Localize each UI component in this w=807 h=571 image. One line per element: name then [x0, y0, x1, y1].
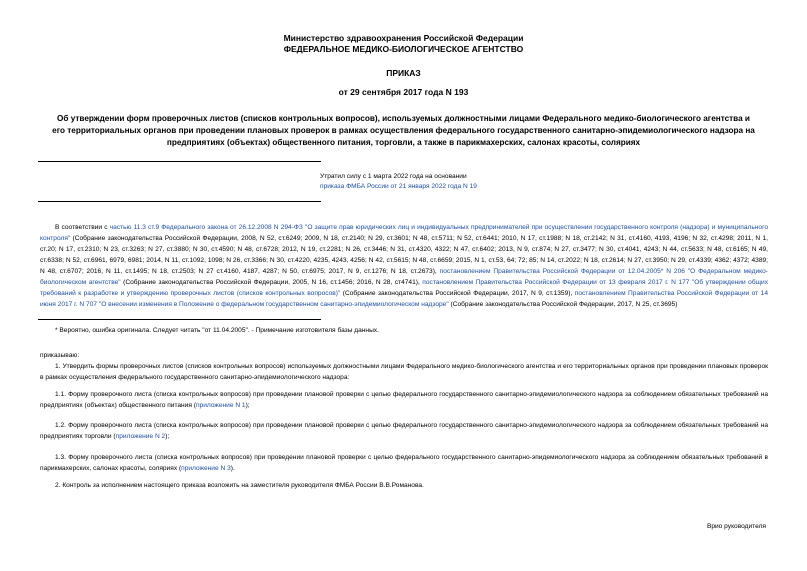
appendix-3-link[interactable]: приложение N 3	[181, 465, 231, 472]
item-1-3	[40, 452, 768, 474]
separator-line	[38, 201, 321, 202]
decree-206-link[interactable]: постановлением Правительства Российской Федерации от 12.04.2005* N 206 "О Федеральном медико-биологическом агентстве"	[40, 268, 768, 286]
item-1-3-end: ).	[230, 465, 235, 472]
appendix-2-link[interactable]: приложение N 2	[115, 433, 166, 440]
item-1-3-text: 1.3. Форму проверочного листа (списка контрольных вопросов) при проведении плановой проверки с целью федерального государственного санитарно-эпидемиологического надзора за соблюдением обязательных требований в парикмахерских, салонах красоты, соляриях (	[40, 454, 768, 472]
decree-177-link[interactable]: постановлением Правительства Российской Федерации от 13 февраля 2017 г. N 177 "Об утверждении общих требований к разработке и утверждению проверочных листов (списков контрольных вопросов)"	[40, 279, 769, 297]
appendix-1-link[interactable]: приложение N 1	[195, 402, 246, 409]
document-title: Об утверждении форм проверочных листов (списков контрольных вопросов), используемых должностными лицами Федерального медико-биологического агентства и его территориальных органов при проведении плановых проверок в рамках осуществления федерального государственного санитарно-эпидемиологического надзора на предприятиях (объектах) общественного питания, торговли, а также в парикмахерских, салонах красоты, соляриях	[52, 114, 755, 147]
law-link[interactable]: частью 11.3 ст.9 Федерального закона от 26.12.2008 N 294-ФЗ "О защите прав юридических лиц и индивидуальных предпринимателей при осуществлении государственного контроля (надзора) и муниципального контроля"	[40, 224, 768, 242]
item-1-2-end: );	[165, 433, 170, 440]
lost-force-note	[320, 172, 530, 192]
preamble-paragraph	[40, 222, 768, 310]
item-2: 2. Контроль за исполнением настоящего приказа возложить на заместителя руководителя ФМБА России В.В.Романова.	[55, 482, 424, 489]
item-1-1-text: 1.1. Форму проверочного листа (списка контрольных вопросов) при проведении плановой проверки с целью федерального государственного санитарно-эпидемиологического надзора за соблюдением обязательных требований на предприятиях (объектах) общественного питания (	[40, 391, 768, 409]
item-1-2-text: 1.2. Форму проверочного листа (списка контрольных вопросов) при проведении плановой проверки с целью федерального государственного санитарно-эпидемиологического надзора за соблюдением обязательных требований на предприятиях торговли (	[40, 422, 768, 440]
ministry-name: Министерство здравоохранения Российской Федерации	[283, 33, 524, 43]
preamble-text: В соответствии с	[55, 224, 110, 231]
decree-707-link[interactable]: постановлением Правительства Российской Федерации от 14 июня 2017 г. N 707 "О внесении изменения в Положение о федеральном государственном санитарно-эпидемиологическом надзоре"	[40, 290, 769, 308]
document-type: ПРИКАЗ	[386, 68, 421, 78]
item-1-2	[40, 420, 768, 442]
lost-force-link[interactable]: приказа ФМБА России от 21 января 2022 года N 19	[320, 183, 477, 190]
agency-name: ФЕДЕРАЛЬНОЕ МЕДИКО-БИОЛОГИЧЕСКОЕ АГЕНТСТВО	[283, 44, 524, 54]
document-date: от 29 сентября 2017 года N 193	[338, 87, 469, 97]
preamble-text: (Собрание законодательства Российской Федерации, 2008, N 52, ст.6249; 2009, N 18, ст.2140; N 29, ст.3601; N 48, ст.5711; N 52, ст.6441; 2010, N 17, ст.1988; N 18, ст.2142; N 31, ст.4160, 4193, 4196; N 32, ст.4298; 2011, N 1, ст.20; N 17, ст.2310; N 23, ст.3263; N 27, ст.3880; N 30, ст.4590; N 48, ст.6728; 2012, N 19, ст.2281; N 26, ст.3446; N 31, ст.4320, 4322; N 47, ст.6402; 2013, N 9, ст.874; N 27, ст.3477; N 30, ст.4041, 4243; N 44, ст.5633; N 48, ст.6165; N 49, ст.6338; N 52, ст.6961, 6979, 6981; 2014, N 11, ст.1092, 1098; N 26, ст.3366; N 30, ст.4220, 4235, 4243, 4256; N 42, ст.5615; N 48, ст.6659; 2015, N 1, ст.53, 64; 72; 85; N 14, ст.2022; N 18, ст.2614; N 27, ст.3950; N 29, ст.4339; 4362; 4372; 4389; N 48, ст.6707; 2016, N 11, ст.1495; N 18, ст.2503; N 27 ст.4160, 4187, 4287; N 50, ст.6975; 2017, N 9, ст.1276; N 18, ст.2673),	[40, 235, 768, 275]
preamble-text: (Собрание законодательства Российской Федерации, 2017, N 25, ст.3695)	[448, 301, 678, 308]
footnote-separator	[38, 319, 321, 320]
signature-title: Врио руководителя	[706, 523, 766, 530]
preamble-text: (Собрание законодательства Российской Федерации, 2005, N 16, ст.1456; 2016, N 28, ст4741),	[120, 279, 423, 286]
item-1-1	[40, 389, 768, 411]
item-1-1-end: );	[245, 402, 250, 409]
item-1: 1. Утвердить формы проверочных листов (списков контрольных вопросов) используемых должностными лицами Федерального медико-биологического агентства и его территориальных органов при проведении плановых проверок в рамках осуществления федерального государственного санитарно-эпидемиологического надзора:	[40, 363, 768, 381]
preamble-text: (Собрание законодательства Российской Федерации, 2017, N 9, ст.1359),	[340, 290, 575, 297]
lost-force-text: Утратил силу с 1 марта 2022 года на основании	[320, 173, 467, 180]
footnote: * Вероятно, ошибка оригинала. Следует читать "от 11.04.2005". - Примечание изготовителя базы данных.	[55, 327, 379, 334]
order-word: приказываю:	[40, 352, 80, 359]
separator-line	[38, 161, 321, 162]
